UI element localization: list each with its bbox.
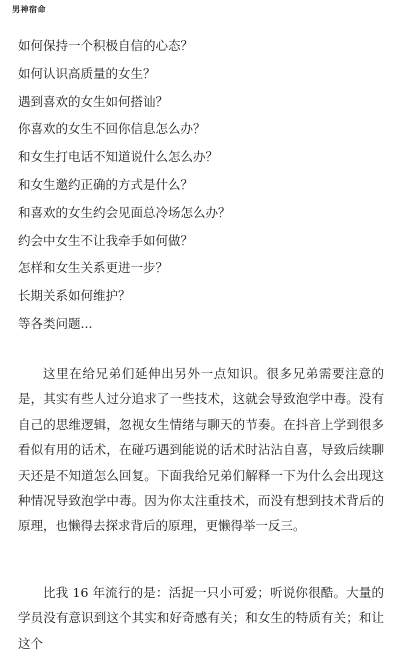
question-item: 和喜欢的女生约会见面总冷场怎么办？ — [18, 204, 231, 220]
question-item: 约会中女生不让我牵手如何做？ — [18, 232, 194, 248]
question-item: 和女生打电话不知道说什么怎么办？ — [18, 149, 219, 165]
question-item: 如何保持一个积极自信的心态？ — [18, 38, 194, 53]
question-item: 遇到喜欢的女生如何搭讪？ — [18, 93, 169, 109]
question-item-etc: 等各类问题... — [18, 315, 93, 331]
question-item: 长期关系如何维护？ — [18, 288, 131, 304]
document-header: 男神宿命 — [12, 5, 46, 14]
question-item: 你喜欢的女生不回你信息怎么办？ — [18, 121, 206, 137]
question-item: 如何认识高质量的女生？ — [18, 65, 156, 81]
question-list — [18, 32, 388, 338]
question-item: 和女生邀约正确的方式是什么？ — [18, 176, 194, 192]
question-item: 怎样和女生关系更进一步？ — [18, 260, 169, 276]
body-paragraph: 这里在给兄弟们延伸出另外一点知识。很多兄弟需要注意的是，其实有些人过分追求了一些技术，这就会导致泡学中毒。没有自己的思维逻辑，忽视女生情绪与聊天的节奏。在抖音上学到很多看似有用的话术，在碰巧遇到能说的话术时沾沾自喜，导致后续聊天还是不知道怎么回复。下面我给兄弟们解释一下为什么会出现这种情况导致泡学中毒。因为你太注重技术，而没有想到技术背后的原理，也懒得去探求背后的原理，更懒得举一反三。 — [18, 366, 384, 534]
body-paragraph: 比我 16 年流行的是：活捉一只小可爱；听说你很酷。大量的学员没有意识到这个其实和好奇感有关；和女生的特质有关；和让这个 — [18, 585, 384, 651]
